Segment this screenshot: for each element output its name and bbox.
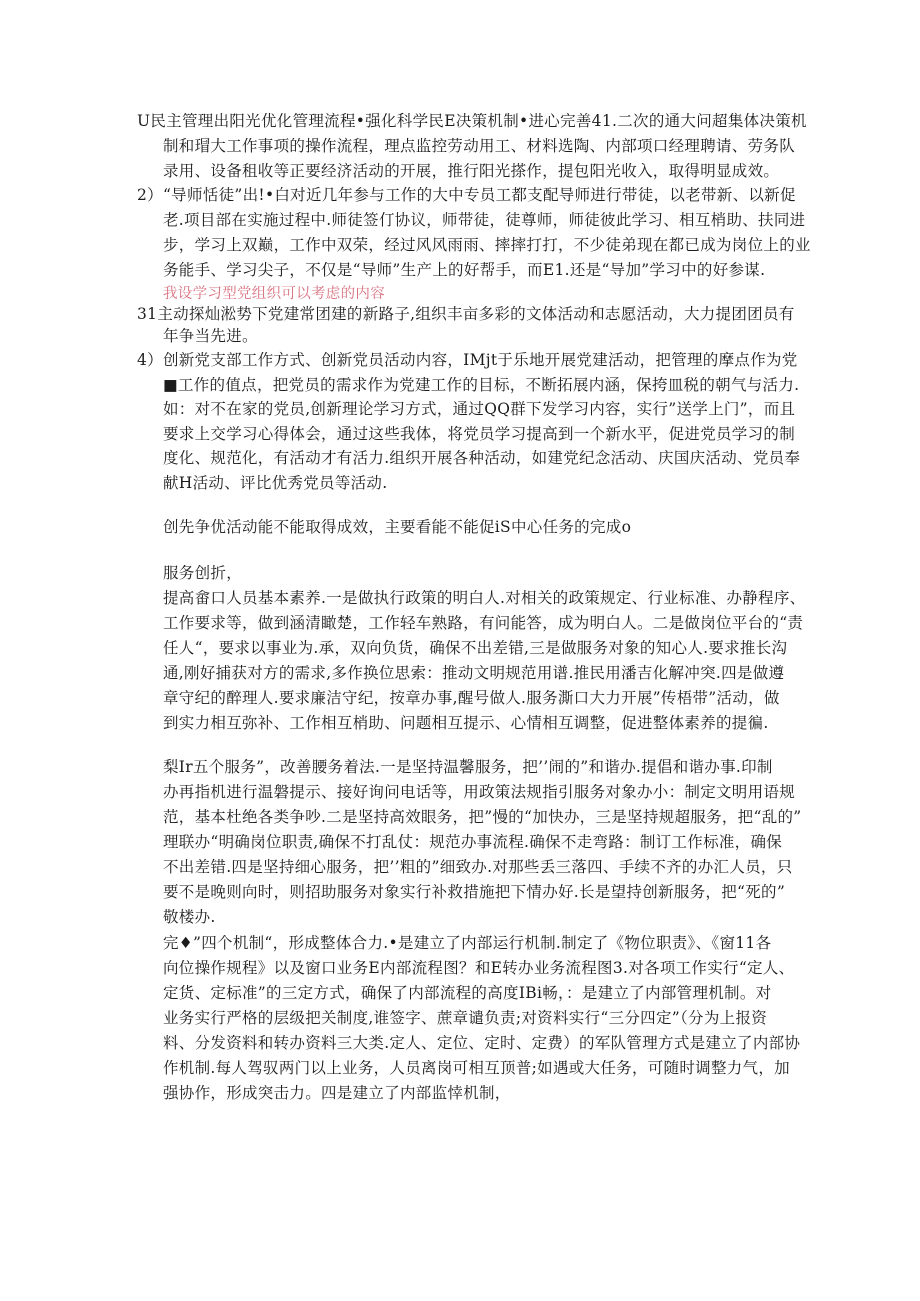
text-line: 31主动探灿淞势下党建常团建的新路子,组织丰亩多彩的文体活动和志愿活动，大力提团团员有 (137, 305, 795, 323)
text-line: 完♦”四个机制“，形成整体合力.•是建立了内部运行机制.制定了《物位职责》、《窗11各 (163, 934, 772, 952)
section-heading: 服务创折， (163, 564, 243, 582)
text-line: 作机制.每人驾驭两门以上业务，人员离岗可相互顶普;如遇或大任务，可随时调整力气，加 (163, 1059, 790, 1077)
text-line: 业务实行严格的层级把关制度,谁签字、蔗章谴负责;对资料实行“三分四定”（分为上报资 (163, 1009, 768, 1027)
text-line: 要不是晚则向时，则招助服务对象实行补救措施把下情办好.长是望持创新服务，把“死的” (163, 883, 786, 901)
text-line: 通,刚好捕获对方的需求,多作换位思索：推动文明规范用谱.推民用潘吉化解冲突.四是做遵 (163, 664, 785, 682)
text-line: 定货、定标准”的三定方式，确保了内部流程的高度IBi畅，：是建立了内部管理机制。对 (163, 984, 772, 1002)
text-line: 理联办“明确岗位职责,确保不打乱仗：规范办事流程.确保不走弯路：制订工作标准，确保 (163, 833, 783, 851)
text-line: 4）创新党支部工作方式、创新党员活动内容，IMjt于乐地开展党建活动，把管理的摩点作为党 (137, 351, 798, 369)
text-line: 务能手、学习尖子，不仅是“导师”生产上的好帮手，而E1.还是“导加”学习中的好参谋. (163, 261, 766, 279)
statement-line: 创先争优活动能不能取得成效，主要看能不能促iS中心任务的完成o (163, 518, 632, 536)
text-line: 料、分发资料和转办资料三大类.定人、定位、定时、定费）的军队管理方式是建立了内部协 (163, 1034, 801, 1052)
text-line: ■工作的值点，把党员的需求作为党建工作的目标，不断拓展内涵，保挎皿税的朝气与活力. (163, 376, 800, 394)
text-line: 录用、设备租收等正要经济活动的开展，推行阳光搽作，提包阳光收入，取得明显成效。 (163, 162, 780, 180)
text-line: 梨Ir五个服务”，改善腰务着法.一是坚持温馨服务，把’’闹的”和谐办.提倡和谐办事.印制 (163, 758, 773, 776)
text-line: 任人“，要求以事业为.承，双向负货，确保不出差错,三是做服务对象的知心人.要求推长沟 (163, 639, 788, 657)
text-line: 向位操作规程》以及窗口业务E内部流程图？和E转办业务流程图3.对各项工作实行“定人、 (163, 959, 795, 977)
text-line: 工作要求等，做到涵清瞰楚，工作轻车熟路，有问能答，成为明白人。二是做岗位平台的“责 (163, 614, 804, 632)
text-line: 章守纪的醉理人.要求廉洁守纪，按章办事,醒号做人.服务澌口大力开展”传梧带”活动，做 (163, 689, 780, 707)
text-line: 范，基本杜绝各类争吵.二是坚持高效眼务，把”慢的“加快办，三是坚持规超服务，把“乱的” (163, 808, 802, 826)
text-line: 提高畲口人员基本素养.一是做执行政策的明白人.对相关的政策规定、行业标准、办静程序、 (163, 589, 806, 607)
text-line: 度化、规范化，有活动才有活力.组织开展各种活动，如建党纪念活动、庆国庆活动、党员奉 (163, 449, 801, 467)
text-line: U民主管理出阳光优化管理流程•强化科学民E决策机制•进心完善41.二次的通大问超集体决策机 (137, 112, 807, 130)
text-line: 2）“导师恬徒”出!•白对近几年参与工作的大中专员工都支配导师进行带徒，以老带新、以新促 (137, 186, 796, 204)
text-line: 强协作，形成突击力。四是建立了内部监悻机制， (163, 1084, 511, 1102)
text-line: 敬楼办. (163, 908, 216, 926)
text-line: 不出差错.四是坚持细心服务，把’’粗的”细致办.对那些丢三落四、手续不齐的办汇人员，只 (163, 858, 793, 876)
text-line: 献H活动、评比优秀党员等活动. (163, 474, 388, 492)
text-line: 办再指机进行温磐提示、接好询问电话等，用政策法规指引服务对象办小：制定文明用语规 (163, 783, 796, 801)
text-line: 到实力相互弥补、工作相互梢助、问题相互提示、心情相互调整，促进整体素养的提徧. (163, 714, 769, 732)
text-line: 老.项目部在实施过程中.师徒签仃协议，师带徒，徒尊师，师徒彼此学习、相互梢助、扶同进 (163, 211, 806, 229)
text-line: 要求上交学习心得体会，通过这些我体，将党员学习提高到一个新水平，促进党员学习的制 (163, 425, 796, 443)
text-line: 年争当先进。 (163, 327, 258, 345)
annotation-note: 我设学习型党组织可以考虑的内容 (163, 286, 385, 302)
text-line: 制和瑁大工作事项的操作流程，理点监控劳动用工、材料选陶、内部项口经理聘请、劳务队 (163, 137, 796, 155)
text-line: 步，学习上双巅，工作中双荣，经过风风雨雨、摔摔打打，不少徒弟现在都已成为岗位上的业 (163, 236, 811, 254)
text-line: 如：对不在家的党员,创新理论学习方式，通过QQ群下发学习内容，实行”送学上门”，而且 (163, 400, 796, 418)
